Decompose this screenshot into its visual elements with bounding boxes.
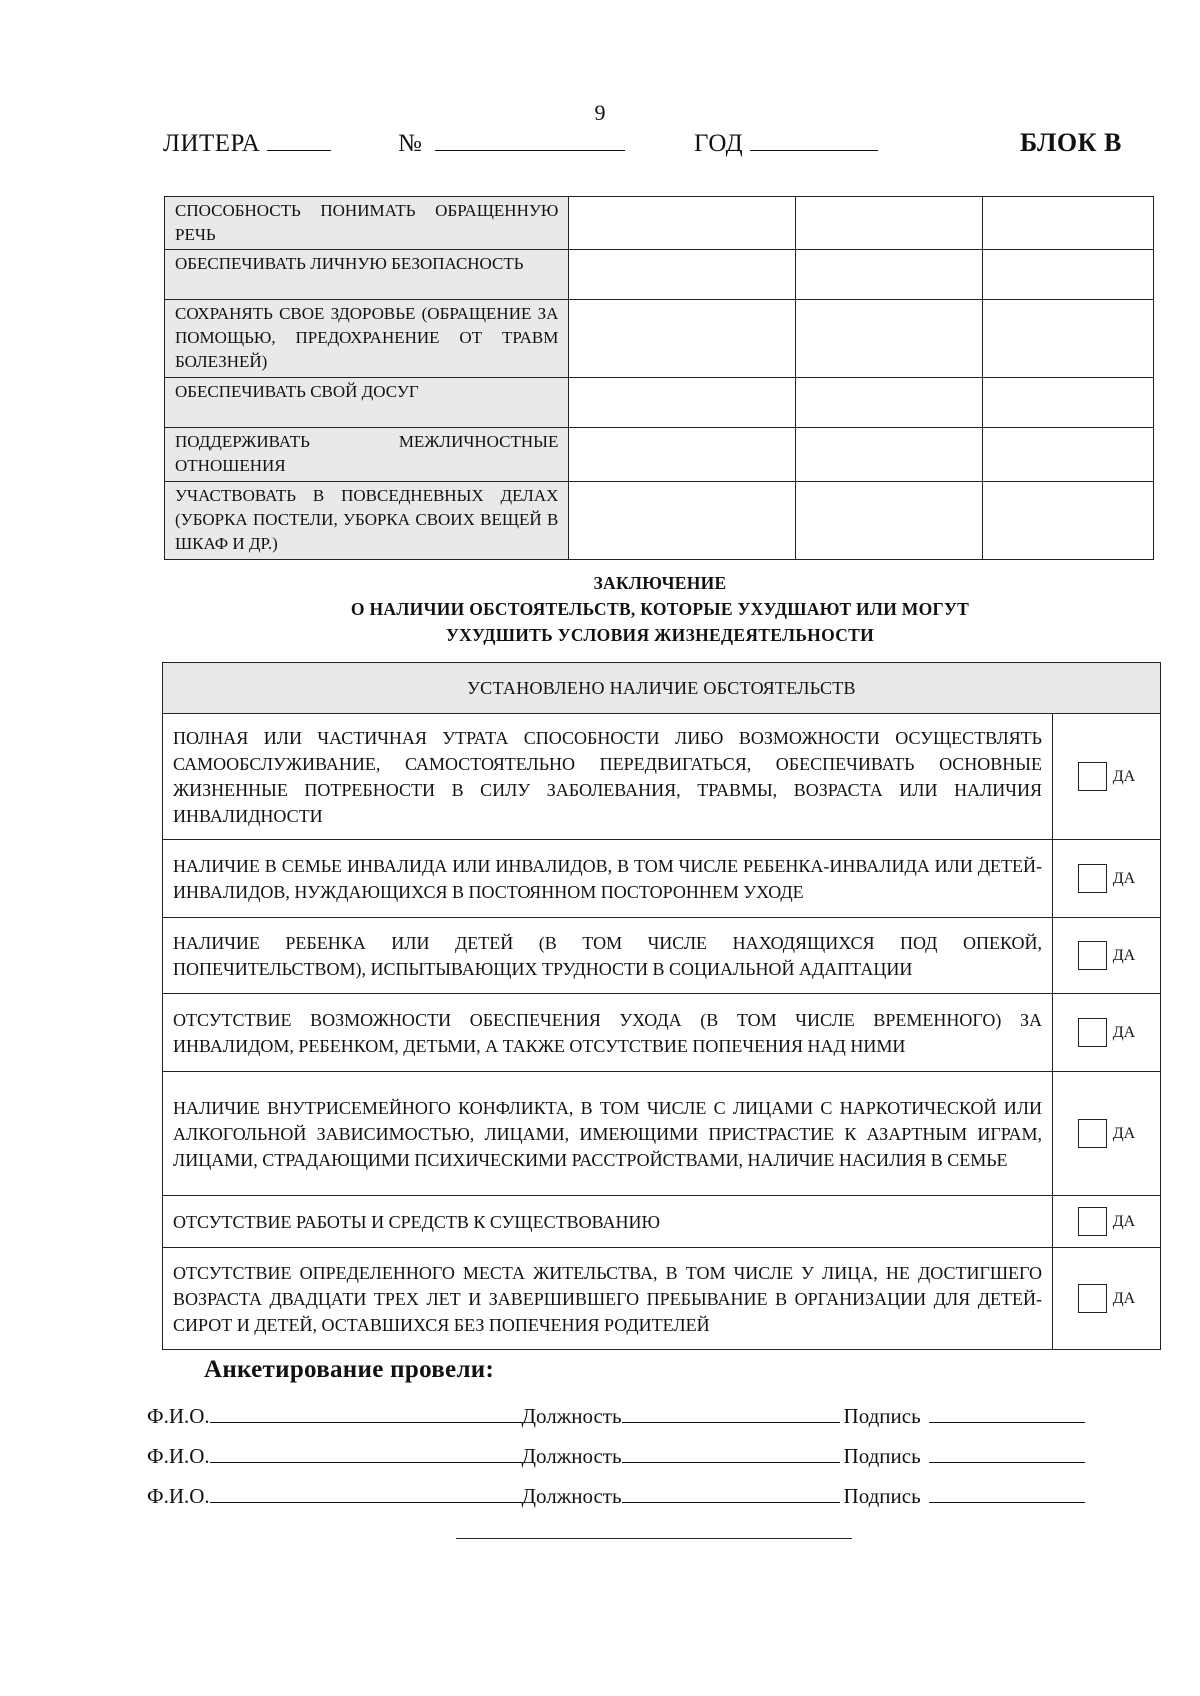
yes-checkbox-cell [1053,714,1161,840]
table-row [165,197,1154,250]
year-label: ГОД [694,130,744,157]
litera-input-line[interactable] [267,128,331,151]
ability-cell[interactable] [569,482,796,560]
signature-input-line[interactable] [929,1480,1085,1503]
ability-cell[interactable] [569,197,796,250]
signature-label: Подпись [843,1484,921,1508]
ability-cell[interactable] [796,378,983,428]
bottom-divider [456,1538,852,1539]
ability-cell[interactable] [569,428,796,482]
yes-checkbox-cell [1053,840,1161,918]
table-row [163,840,1161,918]
ability-label: СОХРАНЯТЬ СВОЕ ЗДОРОВЬЕ (ОБРАЩЕНИЕ ЗА ПОМОЩЬЮ, ПРЕДОХРАНЕНИЕ ОТ ТРАВМ БОЛЕЗНЕЙ) [165,300,569,378]
circumstance-text: НАЛИЧИЕ РЕБЕНКА ИЛИ ДЕТЕЙ (В ТОМ ЧИСЛЕ НАХОДЯЩИХСЯ ПОД ОПЕКОЙ, ПОПЕЧИТЕЛЬСТВОМ), ИСПЫТЫВАЮЩИХ ТРУДНОСТИ В СОЦИАЛЬНОЙ АДАПТАЦИИ [163,918,1053,994]
ability-cell[interactable] [796,197,983,250]
yes-checkbox[interactable] [1078,864,1107,893]
yes-label: ДА [1112,869,1136,887]
fio-input-line[interactable] [210,1480,522,1503]
ability-cell[interactable] [569,300,796,378]
circumstance-text: ОТСУТСТВИЕ РАБОТЫ И СРЕДСТВ К СУЩЕСТВОВАНИЮ [163,1196,1053,1248]
yes-label: ДА [1112,1289,1136,1307]
ability-cell[interactable] [983,482,1154,560]
table-row [163,918,1161,994]
number-field [398,128,625,158]
table-row [163,1072,1161,1196]
conclusion-subtitle-line2: УХУДШИТЬ УСЛОВИЯ ЖИЗНЕДЕЯТЕЛЬНОСТИ [445,625,875,645]
table-row [165,378,1154,428]
table-row [163,994,1161,1072]
position-input-line[interactable] [622,1440,840,1463]
yes-label: ДА [1112,767,1136,785]
block-label: БЛОК В [1020,128,1122,157]
number-label: № [398,130,423,157]
table-row [165,482,1154,560]
page-number: 9 [594,100,606,125]
yes-checkbox[interactable] [1078,762,1107,791]
conclusion-title: ЗАКЛЮЧЕНИЕ [593,573,727,593]
number-input-line[interactable] [435,128,625,151]
fio-label: Ф.И.О. [147,1404,210,1428]
signature-input-line[interactable] [929,1400,1085,1423]
litera-label: ЛИТЕРА [163,130,261,157]
ability-cell[interactable] [569,250,796,300]
signature-label: Подпись [843,1404,921,1428]
year-field [694,128,878,158]
ability-cell[interactable] [983,428,1154,482]
year-input-line[interactable] [750,128,878,151]
table-row [163,1248,1161,1350]
yes-checkbox[interactable] [1078,1018,1107,1047]
ability-label: СПОСОБНОСТЬ ПОНИМАТЬ ОБРАЩЕННУЮ РЕЧЬ [165,197,569,250]
ability-cell[interactable] [796,482,983,560]
yes-checkbox[interactable] [1078,941,1107,970]
litera-field [163,128,331,158]
circumstance-text: НАЛИЧИЕ В СЕМЬЕ ИНВАЛИДА ИЛИ ИНВАЛИДОВ, В ТОМ ЧИСЛЕ РЕБЕНКА-ИНВАЛИДА ИЛИ ДЕТЕЙ-ИНВАЛИДОВ, НУЖДАЮЩИХСЯ В ПОСТОЯННОМ ПОСТОРОННЕМ УХОДЕ [163,840,1053,918]
yes-checkbox[interactable] [1078,1119,1107,1148]
table-header-row [163,663,1161,714]
ability-cell[interactable] [796,428,983,482]
position-input-line[interactable] [622,1480,840,1503]
ability-cell[interactable] [983,197,1154,250]
abilities-table [164,196,1154,560]
yes-checkbox[interactable] [1078,1284,1107,1313]
yes-checkbox-cell [1053,1196,1161,1248]
yes-checkbox[interactable] [1078,1207,1107,1236]
signature-input-line[interactable] [929,1440,1085,1463]
table-row [163,714,1161,840]
table-row [165,250,1154,300]
conclusion-subtitle-line1: О НАЛИЧИИ ОБСТОЯТЕЛЬСТВ, КОТОРЫЕ УХУДШАЮТ ИЛИ МОГУТ [350,599,970,619]
fio-input-line[interactable] [210,1440,522,1463]
circumstance-text: ОТСУТСТВИЕ ОПРЕДЕЛЕННОГО МЕСТА ЖИТЕЛЬСТВА, В ТОМ ЧИСЛЕ У ЛИЦА, НЕ ДОСТИГШЕГО ВОЗРАСТА ДВАДЦАТИ ТРЕХ ЛЕТ И ЗАВЕРШИВШЕГО ПРЕБЫВАНИЕ В ОРГАНИЗАЦИИ ДЛЯ ДЕТЕЙ-СИРОТ И ДЕТЕЙ, ОСТАВШИХСЯ БЕЗ ПОПЕЧЕНИЯ РОДИТЕЛЕЙ [163,1248,1053,1350]
position-label: Должность [521,1484,622,1508]
fio-input-line[interactable] [210,1400,522,1423]
signature-row [147,1480,1085,1509]
table-row [165,428,1154,482]
yes-label: ДА [1112,1023,1136,1041]
ability-cell[interactable] [569,378,796,428]
ability-label: УЧАСТВОВАТЬ В ПОВСЕДНЕВНЫХ ДЕЛАХ (УБОРКА ПОСТЕЛИ, УБОРКА СВОИХ ВЕЩЕЙ В ШКАФ И ДР.) [165,482,569,560]
ability-label: ПОДДЕРЖИВАТЬ МЕЖЛИЧНОСТНЫЕ ОТНОШЕНИЯ [165,428,569,482]
position-input-line[interactable] [622,1400,840,1423]
signature-label: Подпись [843,1444,921,1468]
yes-label: ДА [1112,1212,1136,1230]
ability-cell[interactable] [796,250,983,300]
ability-cell[interactable] [983,378,1154,428]
conclusion-heading [0,570,1200,648]
yes-checkbox-cell [1053,994,1161,1072]
position-label: Должность [521,1404,622,1428]
yes-checkbox-cell [1053,918,1161,994]
circumstance-text: НАЛИЧИЕ ВНУТРИСЕМЕЙНОГО КОНФЛИКТА, В ТОМ ЧИСЛЕ С ЛИЦАМИ С НАРКОТИЧЕСКОЙ ИЛИ АЛКОГОЛЬНОЙ ЗАВИСИМОСТЬЮ, ЛИЦАМИ, ИМЕЮЩИМИ ПРИСТРАСТИЕ К АЗАРТНЫМ ИГРАМ, ЛИЦАМИ, СТРАДАЮЩИМИ ПСИХИЧЕСКИМИ РАССТРОЙСТВАМИ, НАЛИЧИЕ НАСИЛИЯ В СЕМЬЕ [163,1072,1053,1196]
fio-label: Ф.И.О. [147,1484,210,1508]
ability-cell[interactable] [796,300,983,378]
signature-row [147,1440,1085,1469]
yes-label: ДА [1112,946,1136,964]
table-row [163,1196,1161,1248]
circumstance-text: ПОЛНАЯ ИЛИ ЧАСТИЧНАЯ УТРАТА СПОСОБНОСТИ ЛИБО ВОЗМОЖНОСТИ ОСУЩЕСТВЛЯТЬ САМООБСЛУЖИВАНИЕ, САМОСТОЯТЕЛЬНО ПЕРЕДВИГАТЬСЯ, ОБЕСПЕЧИВАТЬ ОСНОВНЫЕ ЖИЗНЕННЫЕ ПОТРЕБНОСТИ В СИЛУ ЗАБОЛЕВАНИЯ, ТРАВМЫ, ВОЗРАСТА ИЛИ НАЛИЧИЯ ИНВАЛИДНОСТИ [163,714,1053,840]
ability-cell[interactable] [983,250,1154,300]
ability-cell[interactable] [983,300,1154,378]
yes-checkbox-cell [1053,1248,1161,1350]
ability-label: ОБЕСПЕЧИВАТЬ СВОЙ ДОСУГ [165,378,569,428]
signatures-title: Анкетирование провели: [204,1356,495,1383]
ability-label: ОБЕСПЕЧИВАТЬ ЛИЧНУЮ БЕЗОПАСНОСТЬ [165,250,569,300]
table-row [165,300,1154,378]
yes-label: ДА [1112,1124,1136,1142]
signature-row [147,1400,1085,1429]
circumstances-table [162,662,1161,1350]
yes-checkbox-cell [1053,1072,1161,1196]
fio-label: Ф.И.О. [147,1444,210,1468]
position-label: Должность [521,1444,622,1468]
circumstances-header: УСТАНОВЛЕНО НАЛИЧИЕ ОБСТОЯТЕЛЬСТВ [163,663,1161,714]
circumstance-text: ОТСУТСТВИЕ ВОЗМОЖНОСТИ ОБЕСПЕЧЕНИЯ УХОДА (В ТОМ ЧИСЛЕ ВРЕМЕННОГО) ЗА ИНВАЛИДОМ, РЕБЕНКОМ, ДЕТЬМИ, А ТАКЖЕ ОТСУТСТВИЕ ПОПЕЧЕНИЯ НАД НИМИ [163,994,1053,1072]
